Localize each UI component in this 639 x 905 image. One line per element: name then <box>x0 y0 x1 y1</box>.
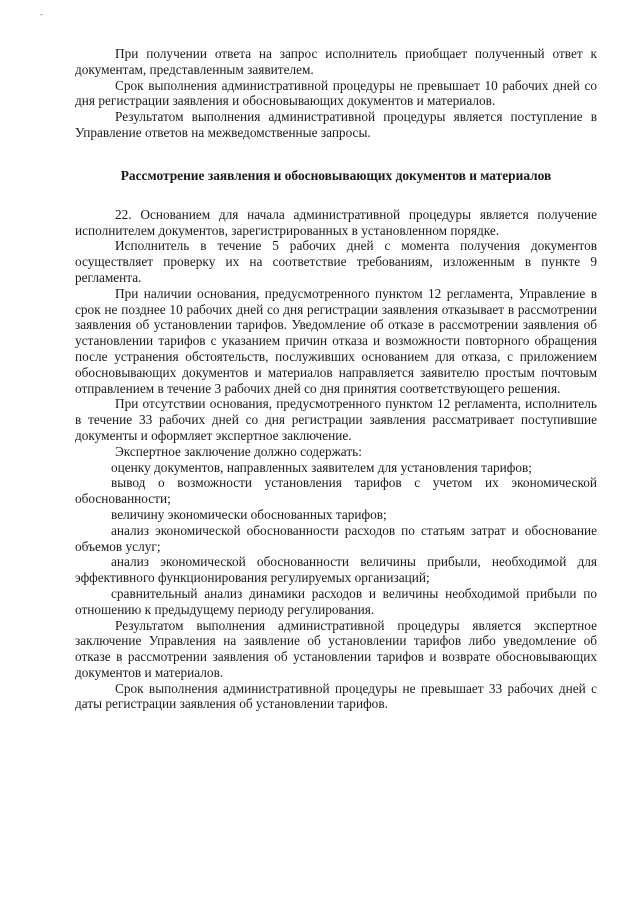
intro-paragraph-1: При получении ответа на запрос исполнитель приобщает полученный ответ к документам, представленным заявителем. <box>75 46 597 77</box>
section-heading: Рассмотрение заявления и обосновывающих документов и материалов <box>120 167 552 183</box>
body-paragraph-4: При отсутствии основания, предусмотренного пунктом 12 регламента, исполнитель в течение 33 рабочих дней со дня регистрации заявления рассматривает поступившие документы и оформляет экспертное заключение. <box>75 396 597 443</box>
list-item-6: сравнительный анализ динамики расходов и величины необходимой прибыли по отношению к предыдущему периоду регулирования. <box>75 585 597 617</box>
list-item-5: анализ экономической обоснованности величины прибыли, необходимой для эффективного функционирования регулируемых организаций; <box>75 554 597 586</box>
intro-paragraph-2: Срок выполнения административной процедуры не превышает 10 рабочих дней со дня регистрации заявления и обосновывающих документов и материалов. <box>75 77 597 109</box>
list-item-3: величину экономически обоснованных тарифов; <box>111 506 387 522</box>
body-paragraph-1: 22. Основанием для начала административной процедуры является получение исполнителем документов, зарегистрированных в установленном порядке. <box>75 206 597 238</box>
list-item-4: анализ экономической обоснованности расходов по статьям затрат и обоснование объемов услуг; <box>75 522 597 554</box>
list-item-1: оценку документов, направленных заявителем для установления тарифов; <box>111 459 532 475</box>
body-paragraph-5: Экспертное заключение должно содержать: <box>115 443 362 459</box>
closing-paragraph-2: Срок выполнения административной процедуры не превышает 33 рабочих дней с даты регистрации заявления об установлении тарифов. <box>75 680 597 712</box>
corner-mark: - <box>40 9 43 19</box>
list-item-2: вывод о возможности установления тарифов с учетом их экономической обоснованности; <box>75 475 597 507</box>
body-paragraph-3: При наличии основания, предусмотренного пунктом 12 регламента, Управление в срок не позднее 10 рабочих дней со дня регистрации заявления отказывает в рассмотрении заявления об установлении тарифов. Уведомление об отказе в рассмотрении заявления об установлении тарифов с указанием причин отказа и возможности повторного обращения после устранения обстоятельств, послуживших основанием для отказа, с приложением обосновывающих документов и материалов направляется заявителю простым почтовым отправлением в течение 3 рабочих дней со дня принятия соответствующего решения. <box>75 285 597 396</box>
intro-paragraph-3: Результатом выполнения административной процедуры является поступление в Управление ответов на межведомственные запросы. <box>75 109 597 140</box>
document-body <box>75 46 597 712</box>
body-paragraph-2: Исполнитель в течение 5 рабочих дней с момента получения документов осуществляет проверку их на соответствие требованиям, изложенным в пункте 9 регламента. <box>75 238 597 285</box>
closing-paragraph-1: Результатом выполнения административной процедуры является экспертное заключение Управления на заявление об установлении тарифов либо уведомление об отказе в рассмотрении заявления об установлении тарифов и возврате обосновывающих документов и материалов. <box>75 617 597 680</box>
